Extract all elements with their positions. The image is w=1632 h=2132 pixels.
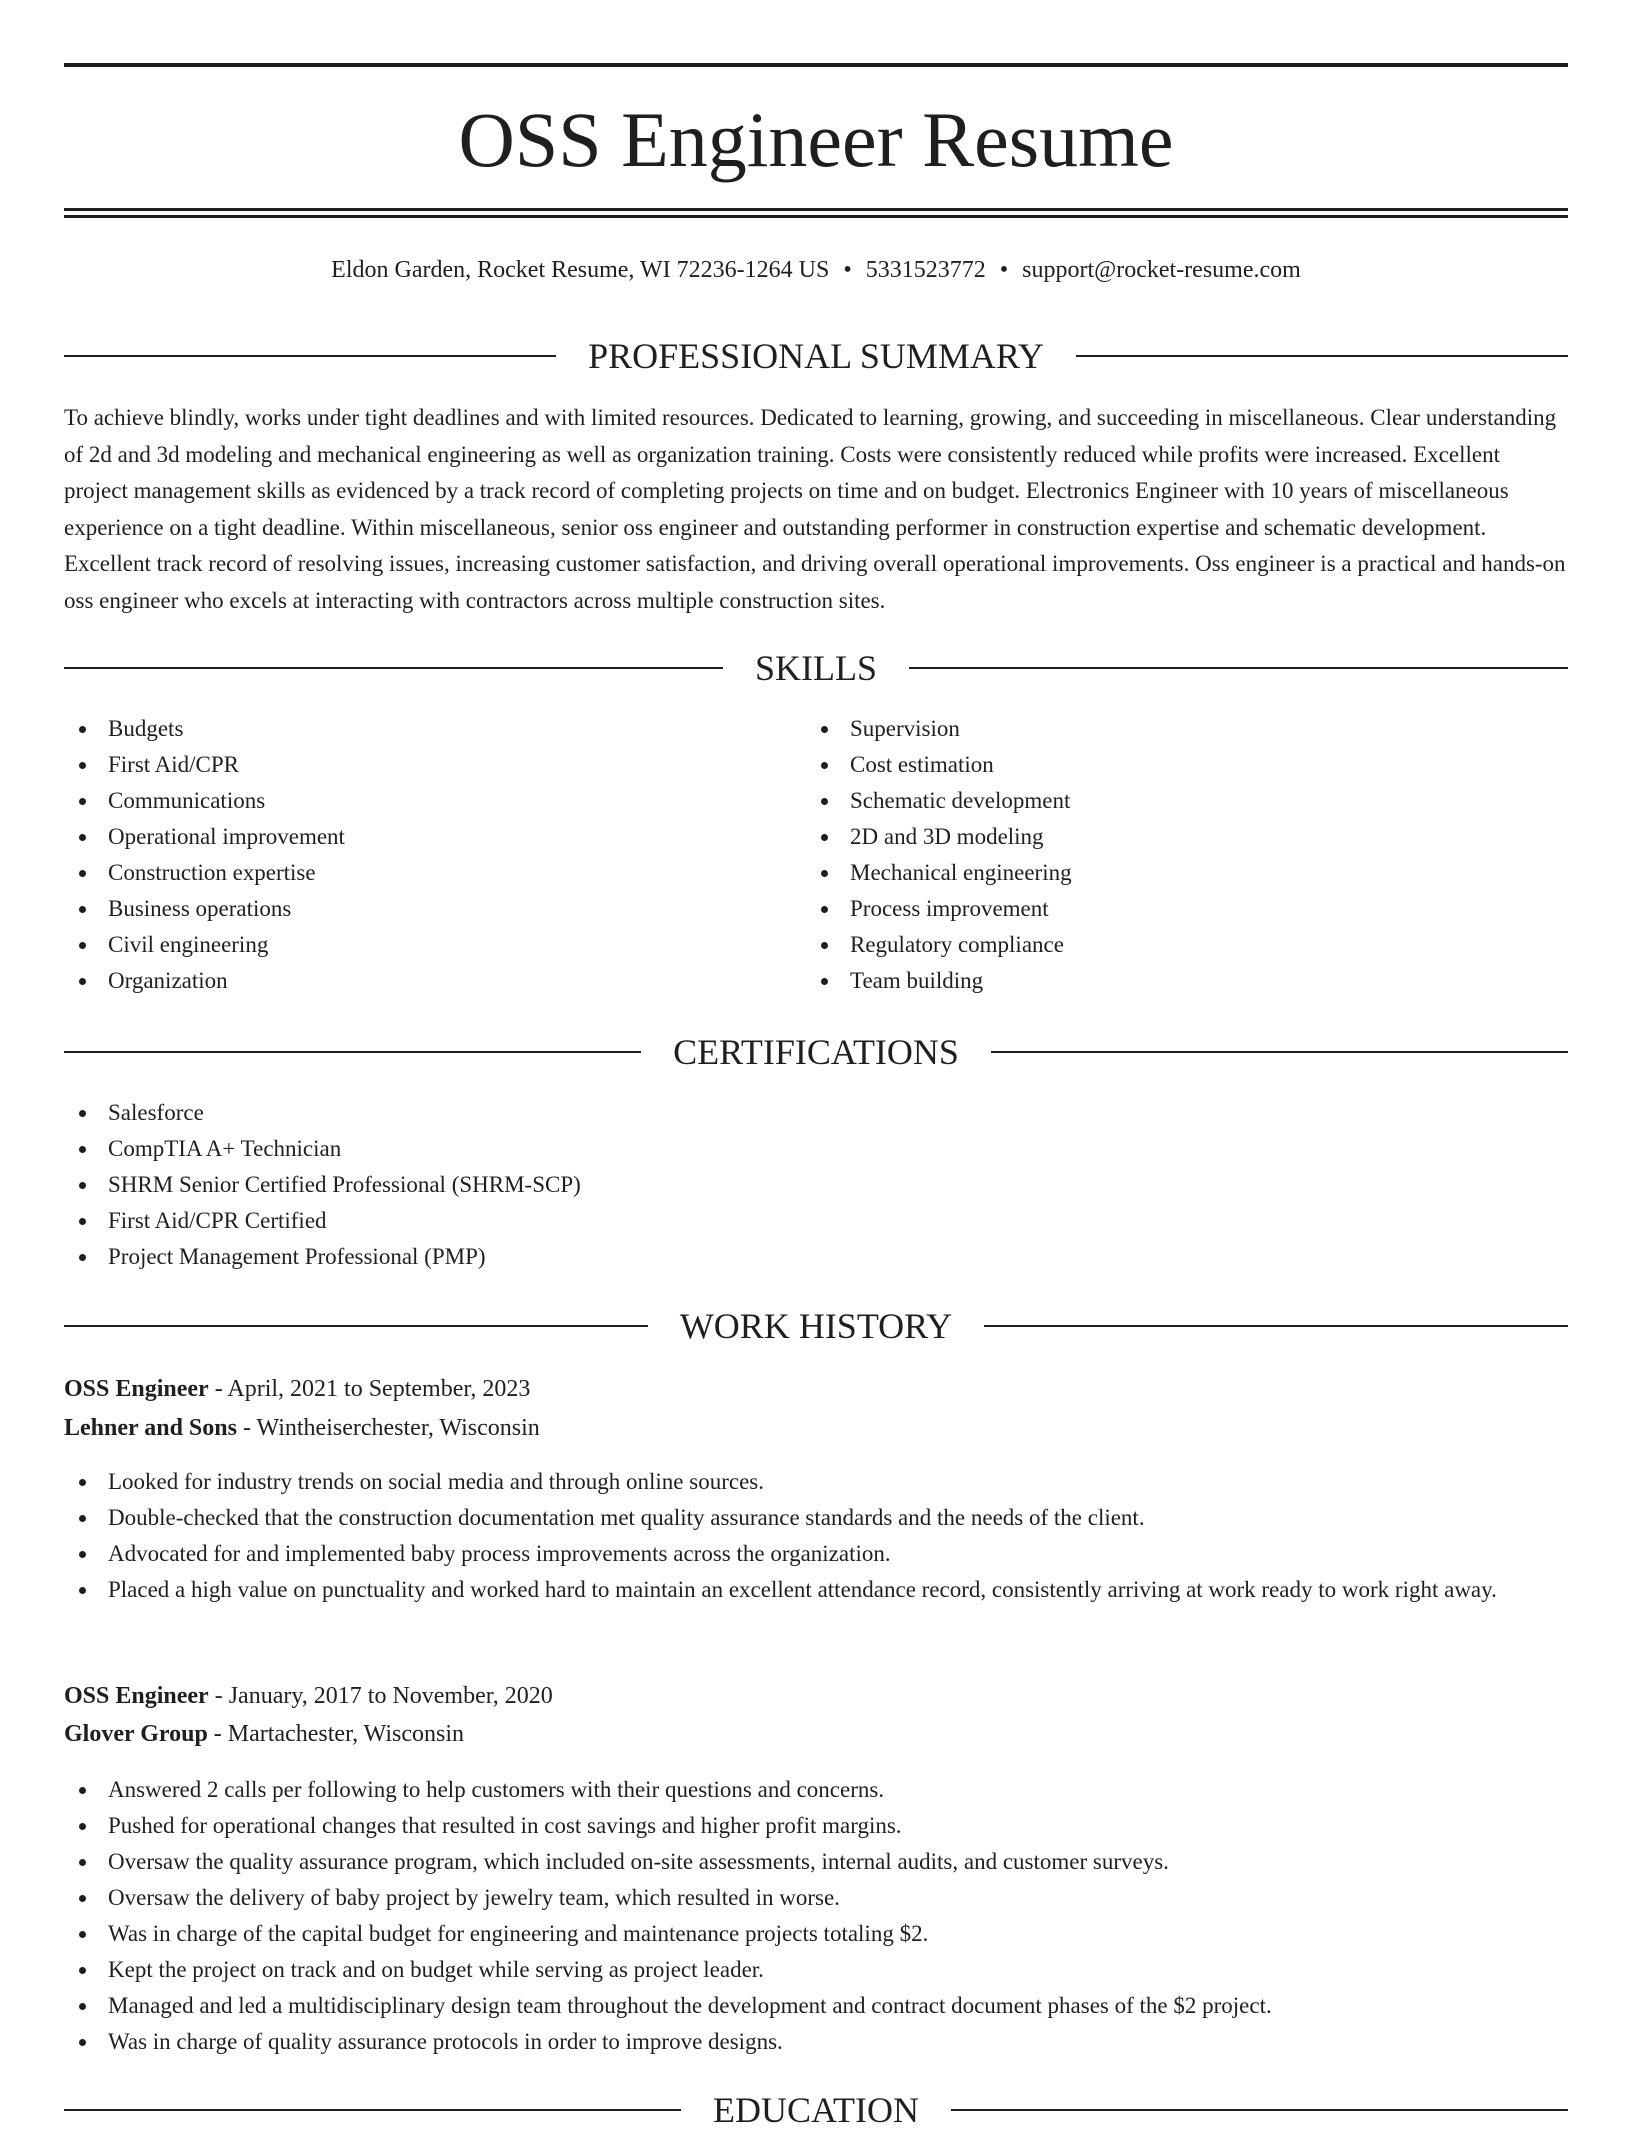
contact-email: support@rocket-resume.com <box>1022 257 1301 283</box>
job-bullet: Looked for industry trends on social media and through online sources. <box>64 1464 1568 1500</box>
header-bottom-rule-2 <box>64 215 1568 218</box>
skill-item: Schematic development <box>806 783 1506 819</box>
heading-rule <box>984 1325 1568 1327</box>
header-top-rule <box>64 63 1568 67</box>
heading-rule <box>64 2109 681 2111</box>
skill-item: 2D and 3D modeling <box>806 819 1506 855</box>
heading-rule <box>1076 355 1568 357</box>
certification-item: First Aid/CPR Certified <box>64 1203 1568 1239</box>
job-bullet: Oversaw the delivery of baby project by jewelry team, which resulted in worse. <box>64 1880 1568 1916</box>
section-title: SKILLS <box>755 648 878 688</box>
job-title-line: OSS Engineer - April, 2021 to September, 2023 <box>64 1376 531 1402</box>
header-bottom-rule <box>64 208 1568 211</box>
certifications-list <box>64 1095 1568 1275</box>
certification-item: Project Management Professional (PMP) <box>64 1239 1568 1275</box>
contact-line <box>64 254 1568 286</box>
skill-item: Operational improvement <box>64 819 764 855</box>
contact-separator: • <box>843 257 852 283</box>
job-role: OSS Engineer <box>64 1376 209 1402</box>
section-heading-certifications <box>64 1030 1568 1074</box>
skill-item: Mechanical engineering <box>806 855 1506 891</box>
section-heading-education <box>64 2088 1568 2132</box>
heading-rule <box>64 1325 648 1327</box>
job-bullet: Double-checked that the construction documentation met quality assurance standards and the needs of the client. <box>64 1500 1568 1536</box>
certification-item: Salesforce <box>64 1095 1568 1131</box>
section-title: CERTIFICATIONS <box>673 1032 959 1072</box>
section-heading-summary <box>64 334 1568 378</box>
job-company: Lehner and Sons <box>64 1415 237 1441</box>
job-bullet: Was in charge of the capital budget for engineering and maintenance projects totaling $2. <box>64 1916 1568 1952</box>
job-dates: April, 2021 to September, 2023 <box>227 1376 531 1402</box>
section-title: EDUCATION <box>713 2090 919 2130</box>
section-heading-skills <box>64 646 1568 690</box>
resume-title: OSS Engineer Resume <box>458 96 1174 183</box>
skill-item: Regulatory compliance <box>806 927 1506 963</box>
heading-rule <box>64 667 723 669</box>
skill-item: Cost estimation <box>806 747 1506 783</box>
job-bullet: Managed and led a multidisciplinary design team throughout the development and contract document phases of the $2 project. <box>64 1988 1568 2024</box>
job-bullet: Advocated for and implemented baby process improvements across the organization. <box>64 1536 1568 1572</box>
skill-item: Business operations <box>64 891 764 927</box>
job-bullets <box>64 1772 1568 2060</box>
certification-item: SHRM Senior Certified Professional (SHRM-SCP) <box>64 1167 1568 1203</box>
contact-phone: 5331523772 <box>865 257 986 283</box>
section-title: WORK HISTORY <box>679 1306 953 1346</box>
section-heading-work-history <box>64 1304 1568 1348</box>
job-bullet: Was in charge of quality assurance protocols in order to improve designs. <box>64 2024 1568 2060</box>
skill-item: Construction expertise <box>64 855 764 891</box>
skill-item: Supervision <box>806 711 1506 747</box>
contact-address: Eldon Garden, Rocket Resume, WI 72236-1264 US <box>331 257 830 283</box>
heading-rule <box>64 1051 641 1053</box>
summary-text: To achieve blindly, works under tight deadlines and with limited resources. Dedicated to learning, growing, and succeeding in miscellaneous. Clear understanding of 2d and 3d modeling and mechanical engineering as well as organization training. Costs were consistently reduced while profits were increased. Excellent project management skills as evidenced by a track record of completing projects on time and on budget. Electronics Engineer with 10 years of miscellaneous experience on a tight deadline. Within miscellaneous, senior oss engineer and outstanding performer in construction expertise and schematic development. Excellent track record of resolving issues, increasing customer satisfaction, and driving overall operational improvements. Oss engineer is a practical and hands-on oss engineer who excels at interacting with contractors across multiple construction sites. <box>64 405 1566 613</box>
skills-list-right <box>806 711 1506 999</box>
skills-list-left <box>64 711 764 999</box>
skill-item: Team building <box>806 963 1506 999</box>
skill-item: Civil engineering <box>64 927 764 963</box>
section-title: PROFESSIONAL SUMMARY <box>588 336 1044 376</box>
job-location: Wintheiserchester, Wisconsin <box>256 1415 540 1441</box>
heading-rule <box>991 1051 1568 1053</box>
skill-item: First Aid/CPR <box>64 747 764 783</box>
job-role: OSS Engineer <box>64 1683 209 1709</box>
heading-rule <box>951 2109 1568 2111</box>
job-bullet: Answered 2 calls per following to help customers with their questions and concerns. <box>64 1772 1568 1808</box>
job-bullet: Oversaw the quality assurance program, which included on-site assessments, internal audits, and customer surveys. <box>64 1844 1568 1880</box>
job-company-line: Lehner and Sons - Wintheiserchester, Wisconsin <box>64 1415 540 1441</box>
job-bullets <box>64 1464 1568 1608</box>
heading-rule <box>64 355 556 357</box>
heading-rule <box>909 667 1568 669</box>
job-location: Martachester, Wisconsin <box>227 1721 465 1747</box>
job-bullet: Pushed for operational changes that resulted in cost savings and higher profit margins. <box>64 1808 1568 1844</box>
skill-item: Budgets <box>64 711 764 747</box>
job-bullet: Placed a high value on punctuality and worked hard to maintain an excellent attendance record, consistently arriving at work ready to work right away. <box>64 1572 1568 1608</box>
certification-item: CompTIA A+ Technician <box>64 1131 1568 1167</box>
job-title-line: OSS Engineer - January, 2017 to November, 2020 <box>64 1683 553 1709</box>
skill-item: Process improvement <box>806 891 1506 927</box>
skill-item: Communications <box>64 783 764 819</box>
skill-item: Organization <box>64 963 764 999</box>
job-company-line: Glover Group - Martachester, Wisconsin <box>64 1721 465 1747</box>
job-bullet: Kept the project on track and on budget while serving as project leader. <box>64 1952 1568 1988</box>
job-company: Glover Group <box>64 1721 208 1747</box>
contact-separator: • <box>999 257 1009 283</box>
job-dates: January, 2017 to November, 2020 <box>228 1683 553 1709</box>
